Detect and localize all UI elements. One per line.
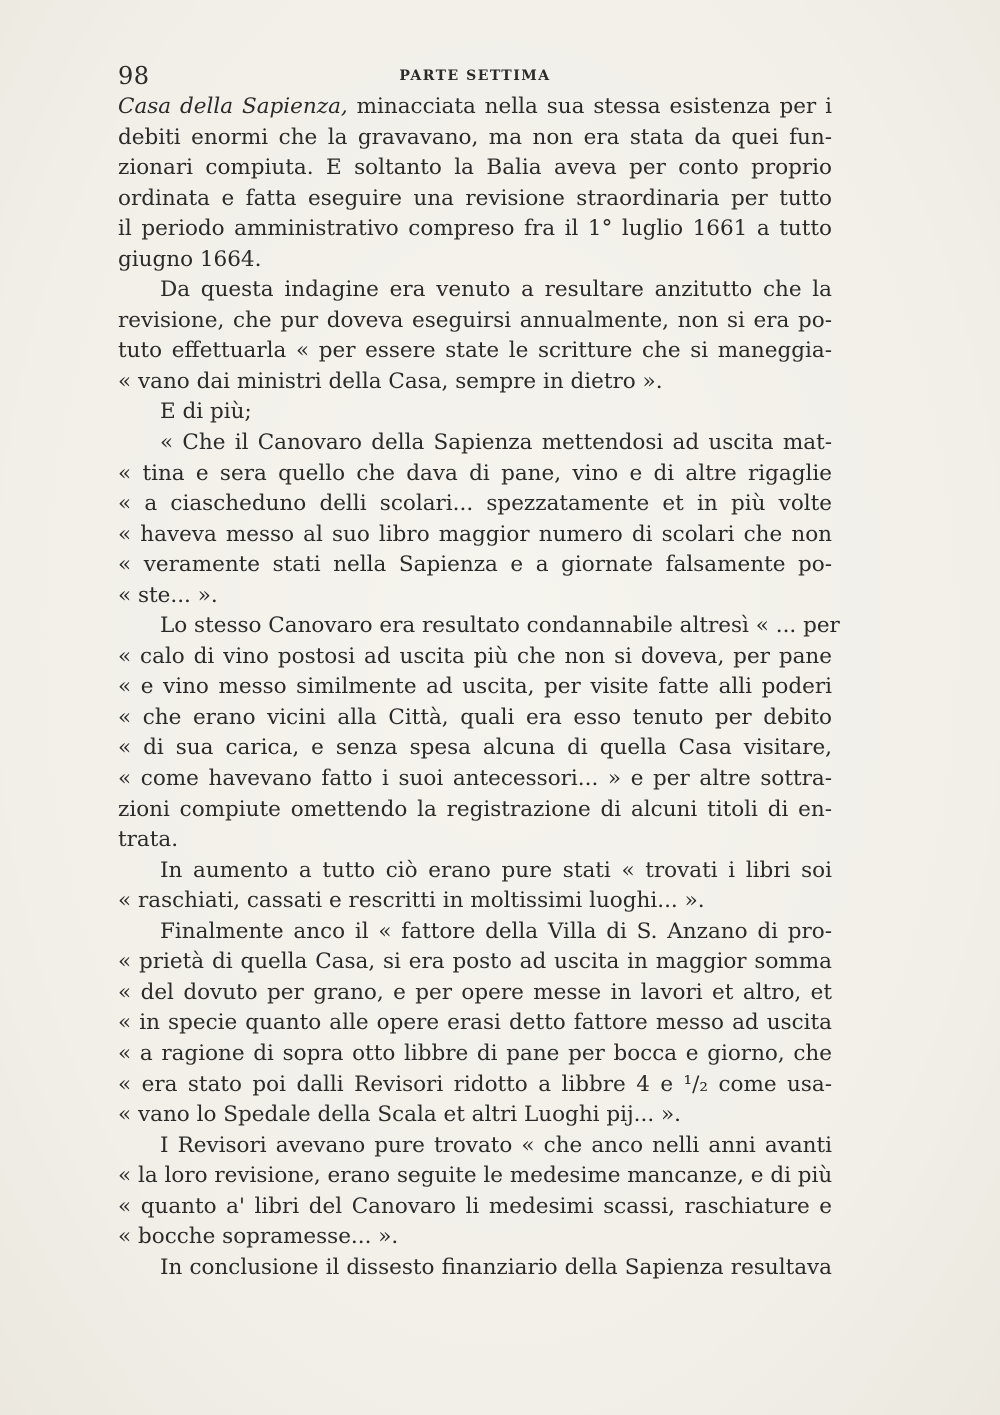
- text-line: E di più;: [160, 399, 252, 425]
- text-line: zioni compiute omettendo la registrazione di alcuni titoli di en-: [118, 796, 832, 822]
- italic-title: Casa della Sapienza,: [118, 94, 348, 119]
- body-text: [118, 92, 840, 1283]
- text-line: « del dovuto per grano, e per opere messe in lavori et altro, et: [118, 979, 832, 1005]
- text-line: il periodo amministrativo compreso fra il 1° luglio 1661 a tutto: [118, 216, 832, 242]
- text-line: In conclusione il dissesto finanziario della Sapienza resultava: [160, 1254, 832, 1280]
- text-line: Finalmente anco il « fattore della Villa di S. Anzano di pro-: [160, 918, 832, 944]
- text-line: Lo stesso Canovaro era resultato condannabile altresì « ... per: [160, 613, 840, 639]
- text-line: « di sua carica, e senza spesa alcuna di quella Casa visitare,: [118, 735, 832, 761]
- text-line: debiti enormi che la gravavano, ma non era stata da quei fun-: [118, 124, 832, 150]
- text-line: trata.: [118, 827, 179, 853]
- text-line: « come havevano fatto i suoi antecessori... » e per altre sottra-: [118, 766, 832, 792]
- text-line: « quanto a' libri del Canovaro li medesimi scassi, raschiature e: [118, 1193, 832, 1219]
- text-line: « la loro revisione, erano seguite le medesime mancanze, e di più: [118, 1163, 833, 1189]
- text-line: « haveva messo al suo libro maggior numero di scolari che non: [118, 521, 832, 547]
- text-line: « tina e sera quello che dava di pane, vino e di altre rigaglie: [118, 460, 832, 486]
- text-line: I Revisori avevano pure trovato « che anco nelli anni avanti: [160, 1132, 832, 1158]
- text-line: « che erano vicini alla Città, quali era esso tenuto per debito: [118, 704, 832, 730]
- text-line: « vano lo Spedale della Scala et altri Luoghi pij... ».: [118, 1102, 682, 1128]
- text-line: « ste... ».: [118, 582, 218, 608]
- text-line: « calo di vino postosi ad uscita più che non si doveva, per pane: [118, 643, 832, 669]
- text-line: giugno 1664.: [118, 246, 262, 272]
- running-title: PARTE SETTIMA: [399, 68, 551, 84]
- text-line: « raschiati, cassati e rescritti in moltissimi luoghi... ».: [118, 888, 705, 914]
- text-line: Casa della Sapienza, minacciata nella sua stessa esistenza per i: [118, 94, 832, 119]
- text-line: zionari compiuta. E soltanto la Balia aveva per conto proprio: [118, 155, 832, 181]
- page-header: [118, 62, 832, 92]
- text-line: « era stato poi dalli Revisori ridotto a libbre 4 e ¹/₂ come usa-: [118, 1071, 832, 1097]
- text-line: « in specie quanto alle opere erasi detto fattore messo ad uscita: [118, 1010, 832, 1036]
- text-line: « a ragione di sopra otto libbre di pane per bocca e giorno, che: [118, 1040, 832, 1066]
- text-line: ordinata e fatta eseguire una revisione straordinaria per tutto: [118, 185, 832, 211]
- text-line: « e vino messo similmente ad uscita, per visite fatte alli poderi: [118, 674, 832, 700]
- text-line: « vano dai ministri della Casa, sempre in dietro ».: [118, 368, 663, 394]
- page-number: 98: [118, 62, 150, 90]
- text-line: « veramente stati nella Sapienza e a giornate falsamente po-: [118, 552, 832, 578]
- text-line: revisione, che pur doveva eseguirsi annualmente, non si era po-: [118, 307, 832, 333]
- text-line: « prietà di quella Casa, si era posto ad uscita in maggior somma: [118, 949, 832, 975]
- text-line: « a ciascheduno delli scolari... spezzatamente et in più volte: [118, 491, 832, 517]
- text-line: tuto effettuarla « per essere state le scritture che si maneggia-: [118, 338, 832, 364]
- text-line: Da questa indagine era venuto a resultare anzitutto che la: [160, 277, 832, 303]
- text-line: « bocche sopramesse... ».: [118, 1224, 399, 1250]
- text-line: In aumento a tutto ciò erano pure stati « trovati i libri soi: [160, 857, 832, 883]
- text-line: « Che il Canovaro della Sapienza mettendosi ad uscita mat-: [160, 430, 832, 456]
